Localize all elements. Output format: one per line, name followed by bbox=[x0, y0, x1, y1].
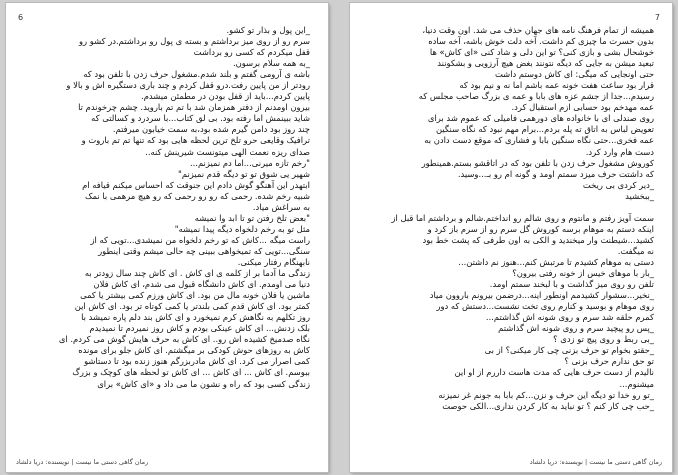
text-line: بدون حسرت ما چیزی کم داشت. آخه دلت خوش باشه، آخه ساده bbox=[428, 36, 654, 47]
text-line: نه میگفت. bbox=[617, 245, 654, 256]
text-line: ابتهدر این آهنگو گوش دادم این جنوقت که احساس میکنم قیافه ام bbox=[82, 179, 310, 190]
text-line: رودتر از من پایین رفت.درو قفل کردم و چند باری دستگیره اش و بالا و bbox=[66, 80, 310, 91]
text-line: دنیا می اومدم. ای کاش دانشگاه قبول می شدم، ای کاش فلان bbox=[93, 279, 310, 290]
text-line: که داشتت حرف میزد سمتم اومد و گونه ام رو بـ...وسید. bbox=[457, 168, 654, 179]
text-line bbox=[368, 202, 654, 213]
text-line: کمی اصرار می کرد. ای کاش مادربزرگم هنوز زنده بود تا دستاشو bbox=[84, 356, 310, 367]
text-line: زندگی ما آدما بر از کلمه ی ای کاش . ای کاش چند سال زودتر به bbox=[84, 268, 310, 279]
text-line: عمه مهدخم بود حسابی ازم استقبال کرد. bbox=[511, 102, 654, 113]
text-line: نابهنگام رفتار میکنی. bbox=[237, 256, 310, 267]
text-line: راست میگه ...کاش که تو رخم دلخواه من نمیشدی...تویی که از bbox=[90, 234, 310, 245]
page-body-left bbox=[24, 25, 310, 390]
text-line: دستی به موهام کشیدم تا مرتبش کنم...هنوز نم داشتن... bbox=[458, 256, 654, 267]
text-line: روی صندلی ای با خانواده های دورهمی فامیلی که عموم شد برای bbox=[427, 113, 654, 124]
text-line: _نخیر...سشوار کشیدمم اونطور اینه...درضمن بیرونم باروون میاد bbox=[429, 290, 654, 301]
text-line: کشید...شیطنت وار میخندید و الکی به اون طرفی که پشت خط بود bbox=[422, 234, 654, 245]
page-footer-left: رمان گاهی دستی ما نیست | نویسنده: دریا دلشاد bbox=[16, 458, 149, 466]
page-right bbox=[350, 3, 672, 472]
page-number-left: 6 bbox=[18, 13, 24, 22]
text-line: _این پول و بذار تو کشو. bbox=[226, 25, 310, 35]
page-left bbox=[6, 3, 328, 472]
text-line: شاید ببینمش اما رفته بود. بی لق کتاب...با سردرد و کسالتی که bbox=[91, 113, 310, 124]
text-line: سرم رو از روی میز برداشتم و بسته ی پول رو برداشتم.در کشو رو bbox=[79, 36, 310, 47]
text-line: تبعید میشن به جایی که دیگه نتونند بغض هیچ آرزویی و بشکونند bbox=[437, 58, 654, 69]
text-line: کمتر بود. ای کاش قدم کمی بلندتر یا کمی کوتاه تر بود. ای کاش این bbox=[74, 301, 310, 312]
text-line: حتی اونجایی که میگی: ای کاش دوستم داشت bbox=[494, 69, 654, 80]
text-line: کاش به روزهای حوش کودکی بر میگشتم. ای کاش جلو برای مونده bbox=[78, 345, 310, 356]
text-line: باشه ی آرومی گفتم و بلند شدم.مشغول حرف زدن با تلفن بود که bbox=[83, 69, 310, 80]
text-line: زندگی کسی بود که راه و نشون ما می داد و «ای کاش» برای bbox=[97, 378, 310, 389]
text-line: عمه فخری...حتی نگاه سنگین بابا و فشاری که موقع دست دادن به bbox=[424, 135, 654, 146]
text-line: پایین کردم...باید از قفل بودن در مطمئن میشدم. bbox=[141, 91, 310, 102]
text-line: صدای ریزه نعمت الهی میتونست شیرینش کنه.. bbox=[145, 146, 310, 157]
text-line: سنگی...تویی که تمیخواهی ببینی چه حالی میشم وقتی اینطور bbox=[98, 245, 310, 256]
text-line: _ببخشید bbox=[625, 190, 654, 201]
text-line: دست هام وارد کرد. bbox=[585, 146, 654, 157]
text-line: میشنوم... bbox=[619, 378, 654, 389]
text-line: _تو رو خدا تو دیگه این حرف و نزن...کم بابا به جونم غر نمیزنه bbox=[438, 389, 654, 400]
text-line: _حقتو بخوام تو حرف بزنی چی کار میکنی؟ از بی bbox=[484, 345, 654, 356]
text-line: سمت آویز رفتم و مانتوم و روی شالم رو انداختم.شالم و برداشتم اما قبل از bbox=[391, 212, 654, 223]
text-line: به سراغش میاد. bbox=[252, 201, 310, 212]
text-line: کوروش مشغول حرف زدن با تلفن بود که در اتاقشو بستم.همینطور bbox=[421, 157, 654, 168]
text-line: قفل میکردم که کسی رو برداشت bbox=[193, 47, 310, 58]
text-line: خوشحال بشی و بازی کنی؟ تو این دلی و شاد کنی «ای کاش» ها bbox=[429, 47, 654, 58]
text-line: قرار بود ساعت هفت خونه عمه باشم اما نه و نیم بود که bbox=[459, 80, 654, 91]
text-line: بلک زدنش... ای کاش عینکی بودم و کاش روز نمیردم تا نمیدیدم bbox=[89, 323, 310, 334]
text-line: "بعض تلخ رفتن تو تا ابد وا نمیشه bbox=[194, 212, 310, 223]
text-line: همیشه از تمام فرهنگ نامه های جهان حذف می شد. اون وقت دنیا، bbox=[422, 25, 654, 35]
text-line: شبیه رخم شده. رحمی که رو رو رحمی که رو هیچ مرهمی با نمک bbox=[85, 190, 310, 201]
text-line: _حب چی کار کنم ؟ تو نباید به کار کردن نداری...الکی حوصت bbox=[442, 400, 654, 411]
text-line: بیرون اومدنم از دفتر همزمان شد با تم تم باروید. چشم چرخوندم تا bbox=[78, 102, 310, 113]
text-line: نگاه صدمیخ کشیده اش رو.. ای کاش به حرف هایش گوش می کردم. ای bbox=[58, 334, 310, 345]
text-line: "رخم تازه میرنی...اما دم نمیزنم... bbox=[189, 157, 310, 168]
text-line: _پس رو پیچید سرم و روی شونه اش گذاشتم bbox=[498, 323, 654, 334]
text-line: ماشین یا فلان خونه مال من بود. ای کاش ورزم کمی بیشتر یا کمی bbox=[80, 290, 310, 301]
text-line: شهیر یی شوق تو تو دیگه قدم نمیزنم" bbox=[178, 168, 310, 179]
text-line: _بار با موهای خیس از خونه رفتی بیرون؟ bbox=[512, 268, 654, 279]
text-line: چند روز بود دامن گیرم شده بود،به سمت خیابون میرفتم. bbox=[112, 124, 310, 135]
text-line: رسیدم...جدا از جشم عزه های بابا و عمه ی بزرگ صاحب مجلس که bbox=[418, 91, 654, 102]
text-line: _بی ربط و روی پیچ تو زدی ؟ bbox=[553, 334, 654, 345]
text-line: نالیدم از دست حرف هایی که مدت هاست داررم از او این bbox=[454, 367, 654, 378]
text-line: کمرم حلقه شد سرم و روی شونه اش گذاشتم... bbox=[485, 312, 654, 323]
page-number-right: 7 bbox=[654, 13, 660, 22]
text-line: روز تکلهم به نگاهش کرم نمیخورد و ای کاش بند دلم پاره نمیشد با bbox=[81, 312, 310, 323]
text-line: تلفن رو روی میز گذاشت و با لبخند سمتم اومد. bbox=[489, 279, 654, 290]
page-footer-right: رمان گاهی دستی ما نیست | نویسنده: دریا دلشاد bbox=[529, 458, 662, 466]
text-line: _دیر کردی بی ریخت bbox=[582, 179, 654, 190]
text-line: ترافیک وقایعی حرو تلخ ترین لحظه هایی بود که تنها تم تم باروت و bbox=[81, 135, 310, 146]
text-line: مثل تو به رخم دلخواه دیگه پیدا نمیشه" bbox=[174, 223, 310, 234]
text-line: تو حق ندارم حرف بزنی ؟ bbox=[564, 356, 654, 367]
page-body-right bbox=[368, 25, 654, 412]
text-line: روی موهام و بوسید و کنارم روی تخت نشست...دستش که دور bbox=[436, 301, 654, 312]
text-line: اینکه دستم به موهام برسه کوروش گل سرم رو از سرم باز کرد و bbox=[427, 223, 654, 234]
text-line: ببوسم. ای کاش ... ای کاش ... ای کاش تو لحظه های کوچک و بزرگ bbox=[72, 367, 310, 378]
text-line: _به همه سلام برسون. bbox=[232, 58, 310, 69]
text-line: تعویض لباس به اتاق ته پله بردم...برام مهم نبود که نگاه سنگین bbox=[436, 124, 654, 135]
